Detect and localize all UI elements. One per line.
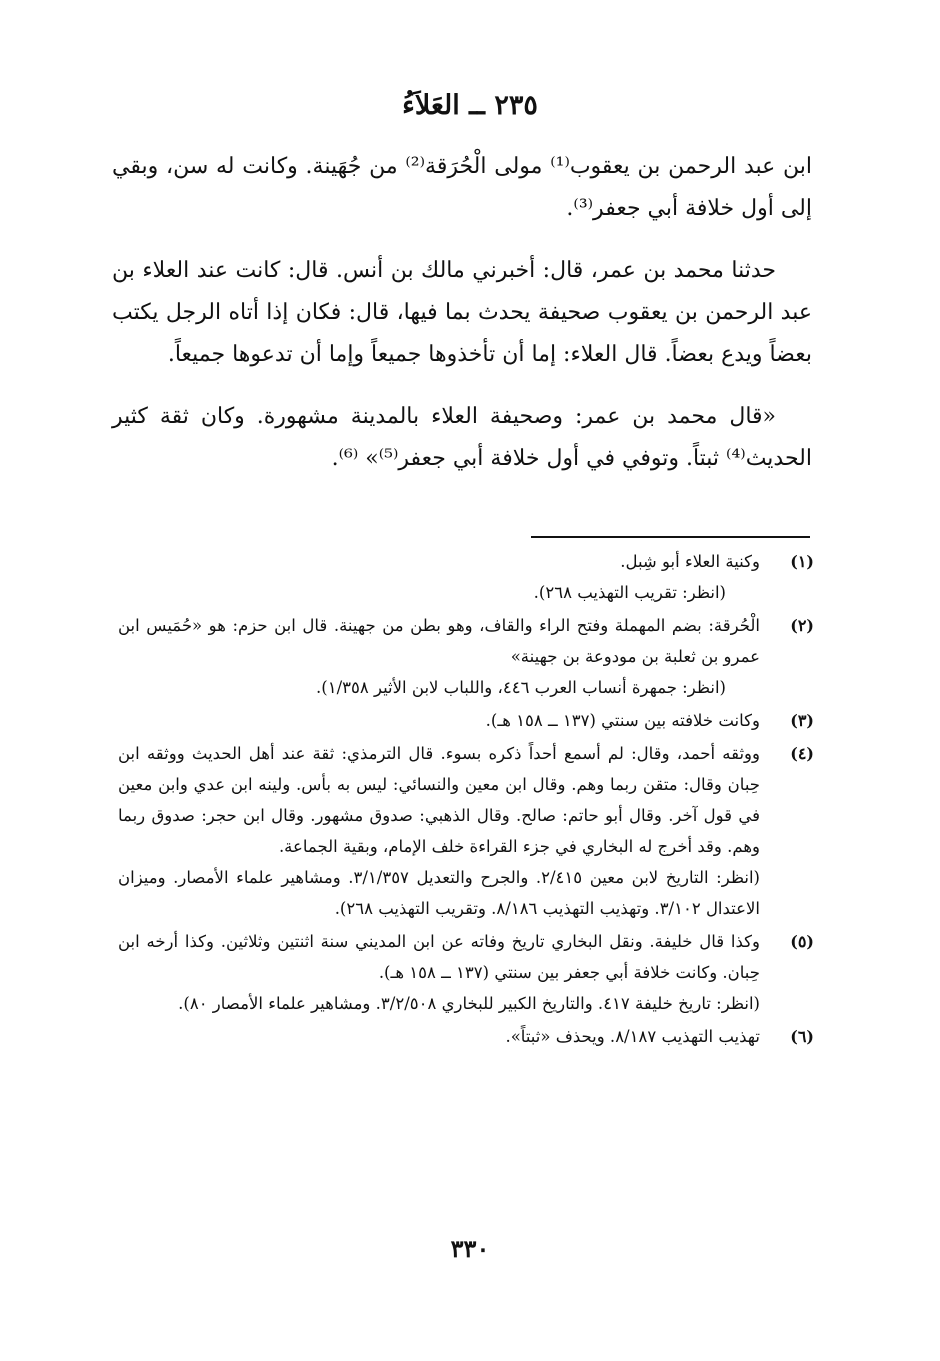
footnotes (118, 546, 814, 1054)
footnote-reference: (انظر: جمهرة أنساب العرب ٤٤٦، واللباب لابن الأثير ١/٣٥٨). (316, 678, 726, 697)
footnote-text: وكانت خلافته بين سنتي (١٣٧ ــ ١٥٨ هـ). (485, 711, 760, 730)
paragraph: «قال محمد بن عمر: وصحيفة العلاء بالمدينة مشهورة. وكان ثقة كثير الحديث⁽⁴⁾ ثبتاً. وتوفي في أول خلافة أبي جعفر⁽⁵⁾» ⁽⁶⁾. (112, 404, 812, 471)
paragraph: حدثنا محمد بن عمر، قال: أخبرني مالك بن أنس. قال: كانت عند العلاء بن عبد الرحمن بن يعقوب صحيفة يحدث بما فيها، قال: فكان إذا أتاه الرجل يكتب بعضاً ويدع بعضاً. قال العلاء: إما أن تأخذوها جميعاً وإما أن تدعوها جميعاً. (112, 258, 812, 367)
paragraph: ابن عبد الرحمن بن يعقوب⁽¹⁾ مولى الْحُرَقة⁽²⁾ من جُهَينة. وكانت له سن، وبقي إلى أول خلافة أبي جعفر⁽³⁾. (112, 154, 812, 221)
page-number: ٣٣٠ (450, 1234, 490, 1263)
footnote-number: (٥) (790, 932, 814, 951)
footnote-text: ووثقه أحمد، وقال: لم أسمع أحداً ذكره بسوء. قال الترمذي: ثقة عند أهل الحديث ووثقه ابن حِبان وقال: متقن ربما وهم. وقال ابن معين والنسائي: ليس به بأس. ولينه ابن عدي وابن معين في قول آخر. وقال أبو حاتم: صالح. وقال الذهبي: صدوق مشهور. وقال ابن حجر: صدوق ربما وهم. وقد أخرج له البخاري في جزء القراءة خلف الإمام، وبقية الجماعة. (118, 744, 760, 856)
footnote-reference: (انظر: تاريخ خليفة ٤١٧. والتاريخ الكبير للبخاري ٣/٢/٥٠٨. ومشاهير علماء الأمصار ٨٠). (178, 994, 760, 1013)
footnote-number: (١) (790, 552, 814, 571)
footnote-number: (٦) (790, 1027, 814, 1046)
footnote (118, 738, 814, 924)
footnote-text: وكذا قال خليفة. ونقل البخاري تاريخ وفاته عن ابن المديني سنة اثنتين وثلاثين. وكذا أرخه ابن حِبان. وكانت خلافة أبي جعفر بين سنتي (١٣٧ ــ ١٥٨ هـ). (118, 932, 760, 982)
footnote-number: (٤) (790, 744, 814, 763)
footnote-text: الْحُرقة: بضم المهملة وفتح الراء والقاف، وهو بطن من جهينة. قال ابن حزم: هو «حُمَيس ابن عمرو بن ثعلبة بن مودوعة بن جهينة» (118, 616, 760, 666)
footnote (118, 546, 814, 608)
footnote-text: تهذيب التهذيب ٨/١٨٧. ويحذف «ثبتاً». (505, 1027, 760, 1046)
footnote (118, 1021, 814, 1052)
footnote-number: (٣) (790, 711, 814, 730)
footnote-reference: (انظر: التاريخ لابن معين ٢/٤١٥. والجرح والتعديل ٣/١/٣٥٧. ومشاهير علماء الأمصار. وميزان الاعتدال ٣/١٠٢. وتهذيب التهذيب ٨/١٨٦. وتقريب التهذيب ٢٦٨). (118, 868, 760, 918)
footnote-text: وكنية العلاء أبو شِبل. (620, 552, 760, 571)
footnote-number: (٢) (790, 616, 814, 635)
entry-title: ٢٣٥ ــ العَلاَءُ (402, 90, 538, 121)
footnote-separator (531, 536, 810, 538)
footnote (118, 926, 814, 1019)
footnote (118, 610, 814, 703)
footnote-reference: (انظر: تقريب التهذيب ٢٦٨). (533, 583, 726, 602)
main-text (112, 146, 812, 500)
footnote (118, 705, 814, 736)
